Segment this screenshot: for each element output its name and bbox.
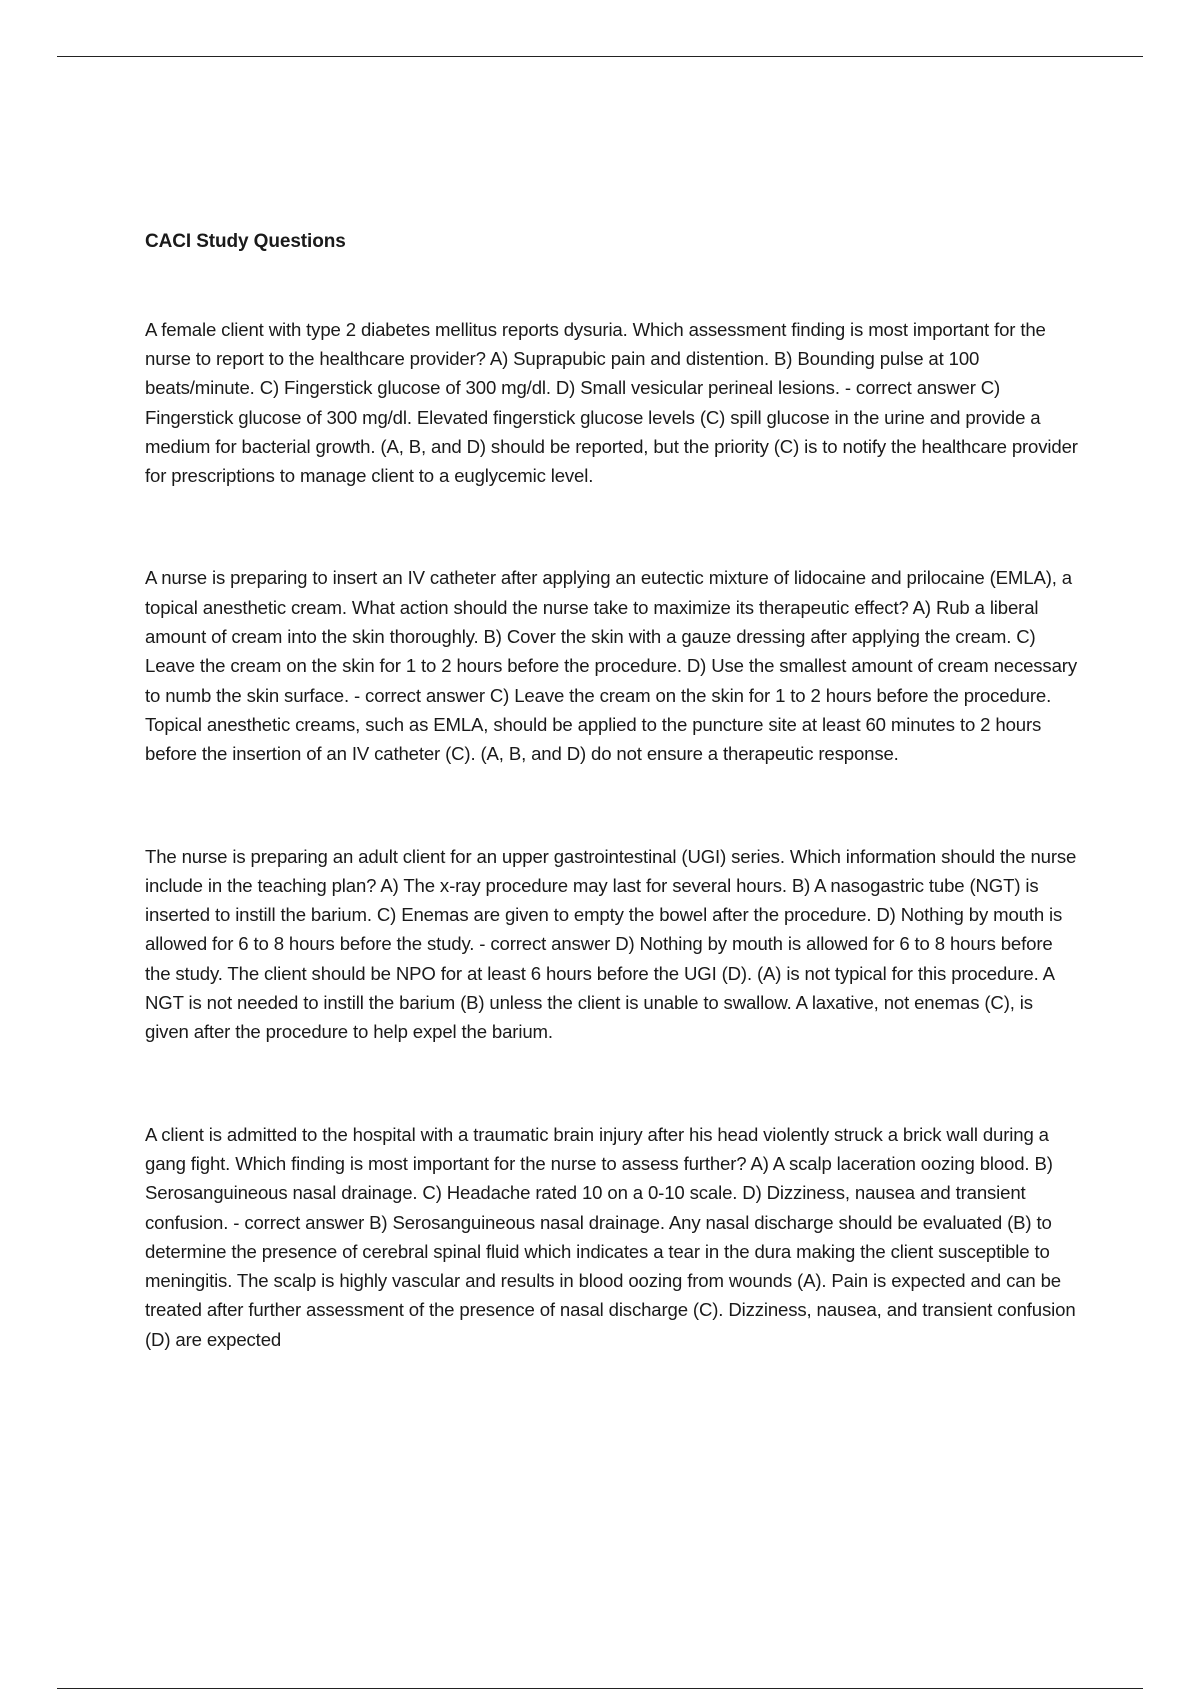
bottom-divider bbox=[57, 1688, 1143, 1689]
question-item-4: A client is admitted to the hospital with a traumatic brain injury after his head violently struck a brick wall during a gang fight. Which finding is most important for the nurse to assess further? A) A scalp laceration oozing blood. B) Serosanguineous nasal drainage. C) Headache rated 10 on a 0-10 scale. D) Dizziness, nausea and transient confusion. - correct answer B) Serosanguineous nasal drainage. Any nasal discharge should be evaluated (B) to determine the presence of cerebral spinal fluid which indicates a tear in the dura making the client susceptible to meningitis. The scalp is highly vascular and results in blood oozing from wounds (A). Pain is expected and can be treated after further assessment of the presence of nasal discharge (C). Dizziness, nausea, and transient confusion (D) are expected bbox=[145, 1123, 1076, 1350]
question-item-3: The nurse is preparing an adult client for an upper gastrointestinal (UGI) series. Which information should the nurse include in the teaching plan? A) The x-ray procedure may last for several hours. B) A nasogastric tube (NGT) is inserted to instill the barium. C) Enemas are given to empty the bowel after the procedure. D) Nothing by mouth is allowed for 6 to 8 hours before the study. - correct answer D) Nothing by mouth is allowed for 6 to 8 hours before the study. The client should be NPO for at least 6 hours before the UGI (D). (A) is not typical for this procedure. A NGT is not needed to instill the barium (B) unless the client is unable to swallow. A laxative, not enemas (C), is given after the procedure to help expel the barium. bbox=[145, 845, 1077, 1043]
top-divider bbox=[57, 56, 1143, 57]
question-item-2: A nurse is preparing to insert an IV catheter after applying an eutectic mixture of lidocaine and prilocaine (EMLA), a topical anesthetic cream. What action should the nurse take to maximize its therapeutic effect? A) Rub a liberal amount of cream into the skin thoroughly. B) Cover the skin with a gauze dressing after applying the cream. C) Leave the cream on the skin for 1 to 2 hours before the procedure. D) Use the smallest amount of cream necessary to numb the skin surface. - correct answer C) Leave the cream on the skin for 1 to 2 hours before the procedure. Topical anesthetic creams, such as EMLA, should be applied to the puncture site at least 60 minutes to 2 hours before the insertion of an IV catheter (C). (A, B, and D) do not ensure a therapeutic response. bbox=[145, 567, 1077, 765]
document-title: CACI Study Questions bbox=[145, 231, 346, 252]
document-body bbox=[145, 230, 1080, 1427]
question-list bbox=[145, 315, 1080, 1354]
question-item-1: A female client with type 2 diabetes mellitus reports dysuria. Which assessment finding is most important for the nurse to report to the healthcare provider? A) Suprapubic pain and distention. B) Bounding pulse at 100 beats/minute. C) Fingerstick glucose of 300 mg/dl. D) Small vesicular perineal lesions. - correct answer C) Fingerstick glucose of 300 mg/dl. Elevated fingerstick glucose levels (C) spill glucose in the urine and provide a medium for bacterial growth. (A, B, and D) should be reported, but the priority (C) is to notify the healthcare provider for prescriptions to manage client to a euglycemic level. bbox=[145, 318, 1078, 487]
